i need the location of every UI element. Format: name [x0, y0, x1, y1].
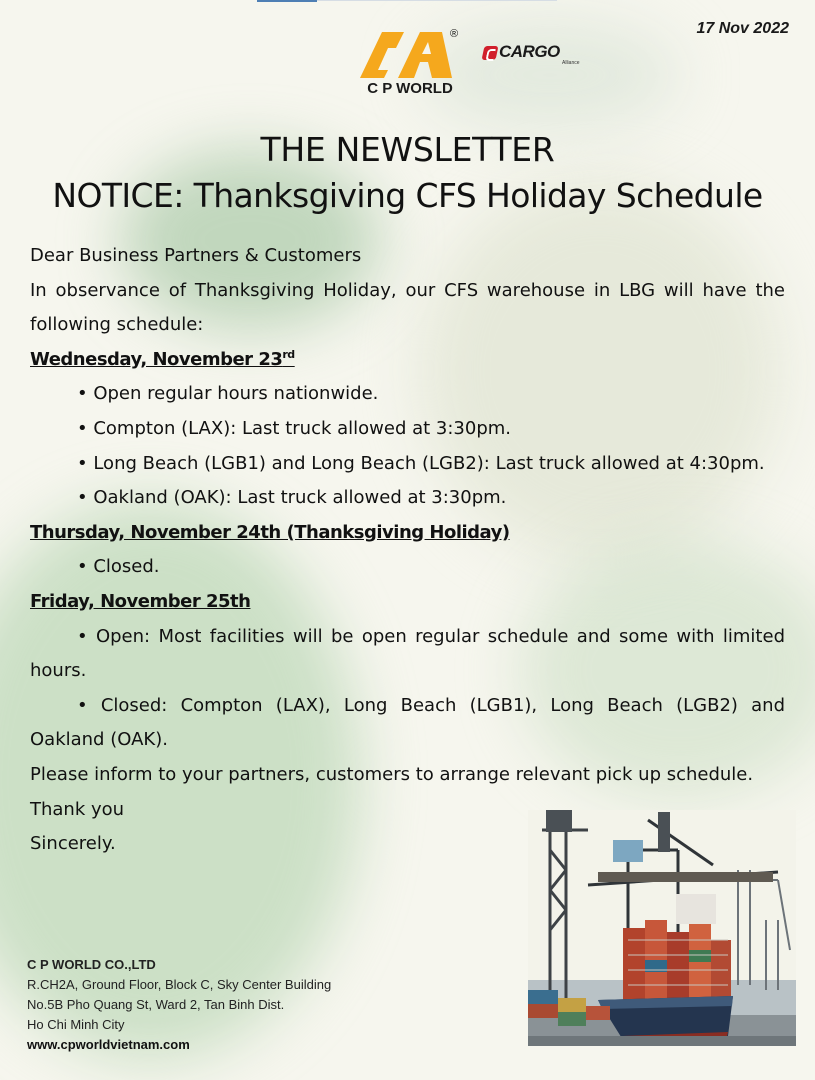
logo-wordmark: C P WORLD — [367, 80, 453, 97]
bullet-item: • Closed: Compton (LAX), Long Beach (LGB1), Long Beach (LGB2) and Oakland (OAK). — [30, 694, 785, 751]
bullet-item: • Open: Most facilities will be open regular schedule and some with limited hours. — [30, 625, 785, 682]
bullet-item: • Closed. — [77, 556, 160, 578]
address-line: R.CH2A, Ground Floor, Block C, Sky Center Building — [27, 977, 332, 992]
cargo-wordmark: CARGO — [499, 42, 560, 61]
bullet-item: • Long Beach (LGB1) and Long Beach (LGB2): Last truck allowed at 4:30pm. — [77, 452, 765, 474]
section-heading-thursday: Thursday, November 24th (Thanksgiving Holiday) — [30, 521, 510, 543]
company-name: C P WORLD CO.,LTD — [27, 957, 156, 972]
newsletter-title: THE NEWSLETTER — [260, 130, 555, 169]
newsletter-date: 17 Nov 2022 — [696, 20, 789, 37]
cargo-port-image — [528, 810, 796, 1046]
thanks-line: Thank you — [30, 798, 125, 820]
cargo-alliance-logo — [483, 43, 593, 69]
bullet-item: • Compton (LAX): Last truck allowed at 3:30pm. — [77, 417, 512, 439]
letter-body — [30, 239, 785, 862]
top-rule — [257, 0, 557, 1]
closing-paragraph: Please inform to your partners, customers to arrange relevant pick up schedule. — [30, 763, 754, 785]
bullet-item: • Open regular hours nationwide. — [77, 383, 379, 405]
cp-world-logo — [358, 28, 466, 100]
city-line: Ho Chi Minh City — [27, 1017, 125, 1032]
website-link[interactable]: www.cpworldvietnam.com — [27, 1037, 190, 1052]
cargo-subtext: Alliance — [562, 60, 580, 66]
company-footer — [27, 955, 331, 1055]
intro-paragraph: In observance of Thanksgiving Holiday, our CFS warehouse in LBG will have the following schedule: — [30, 279, 785, 336]
registered-mark: ® — [450, 28, 459, 40]
greeting: Dear Business Partners & Customers — [30, 245, 362, 266]
address-line: No.5B Pho Quang St, Ward 2, Tan Binh Dist. — [27, 997, 285, 1012]
cargo-mark-icon — [482, 46, 499, 60]
section-heading-wednesday: Wednesday, November 23rd — [30, 347, 295, 370]
bullet-item: • Oakland (OAK): Last truck allowed at 3:30pm. — [77, 487, 507, 509]
sign-off: Sincerely. — [30, 833, 116, 855]
notice-title: NOTICE: Thanksgiving CFS Holiday Schedule — [52, 176, 763, 215]
section-heading-friday: Friday, November 25th — [30, 590, 251, 612]
